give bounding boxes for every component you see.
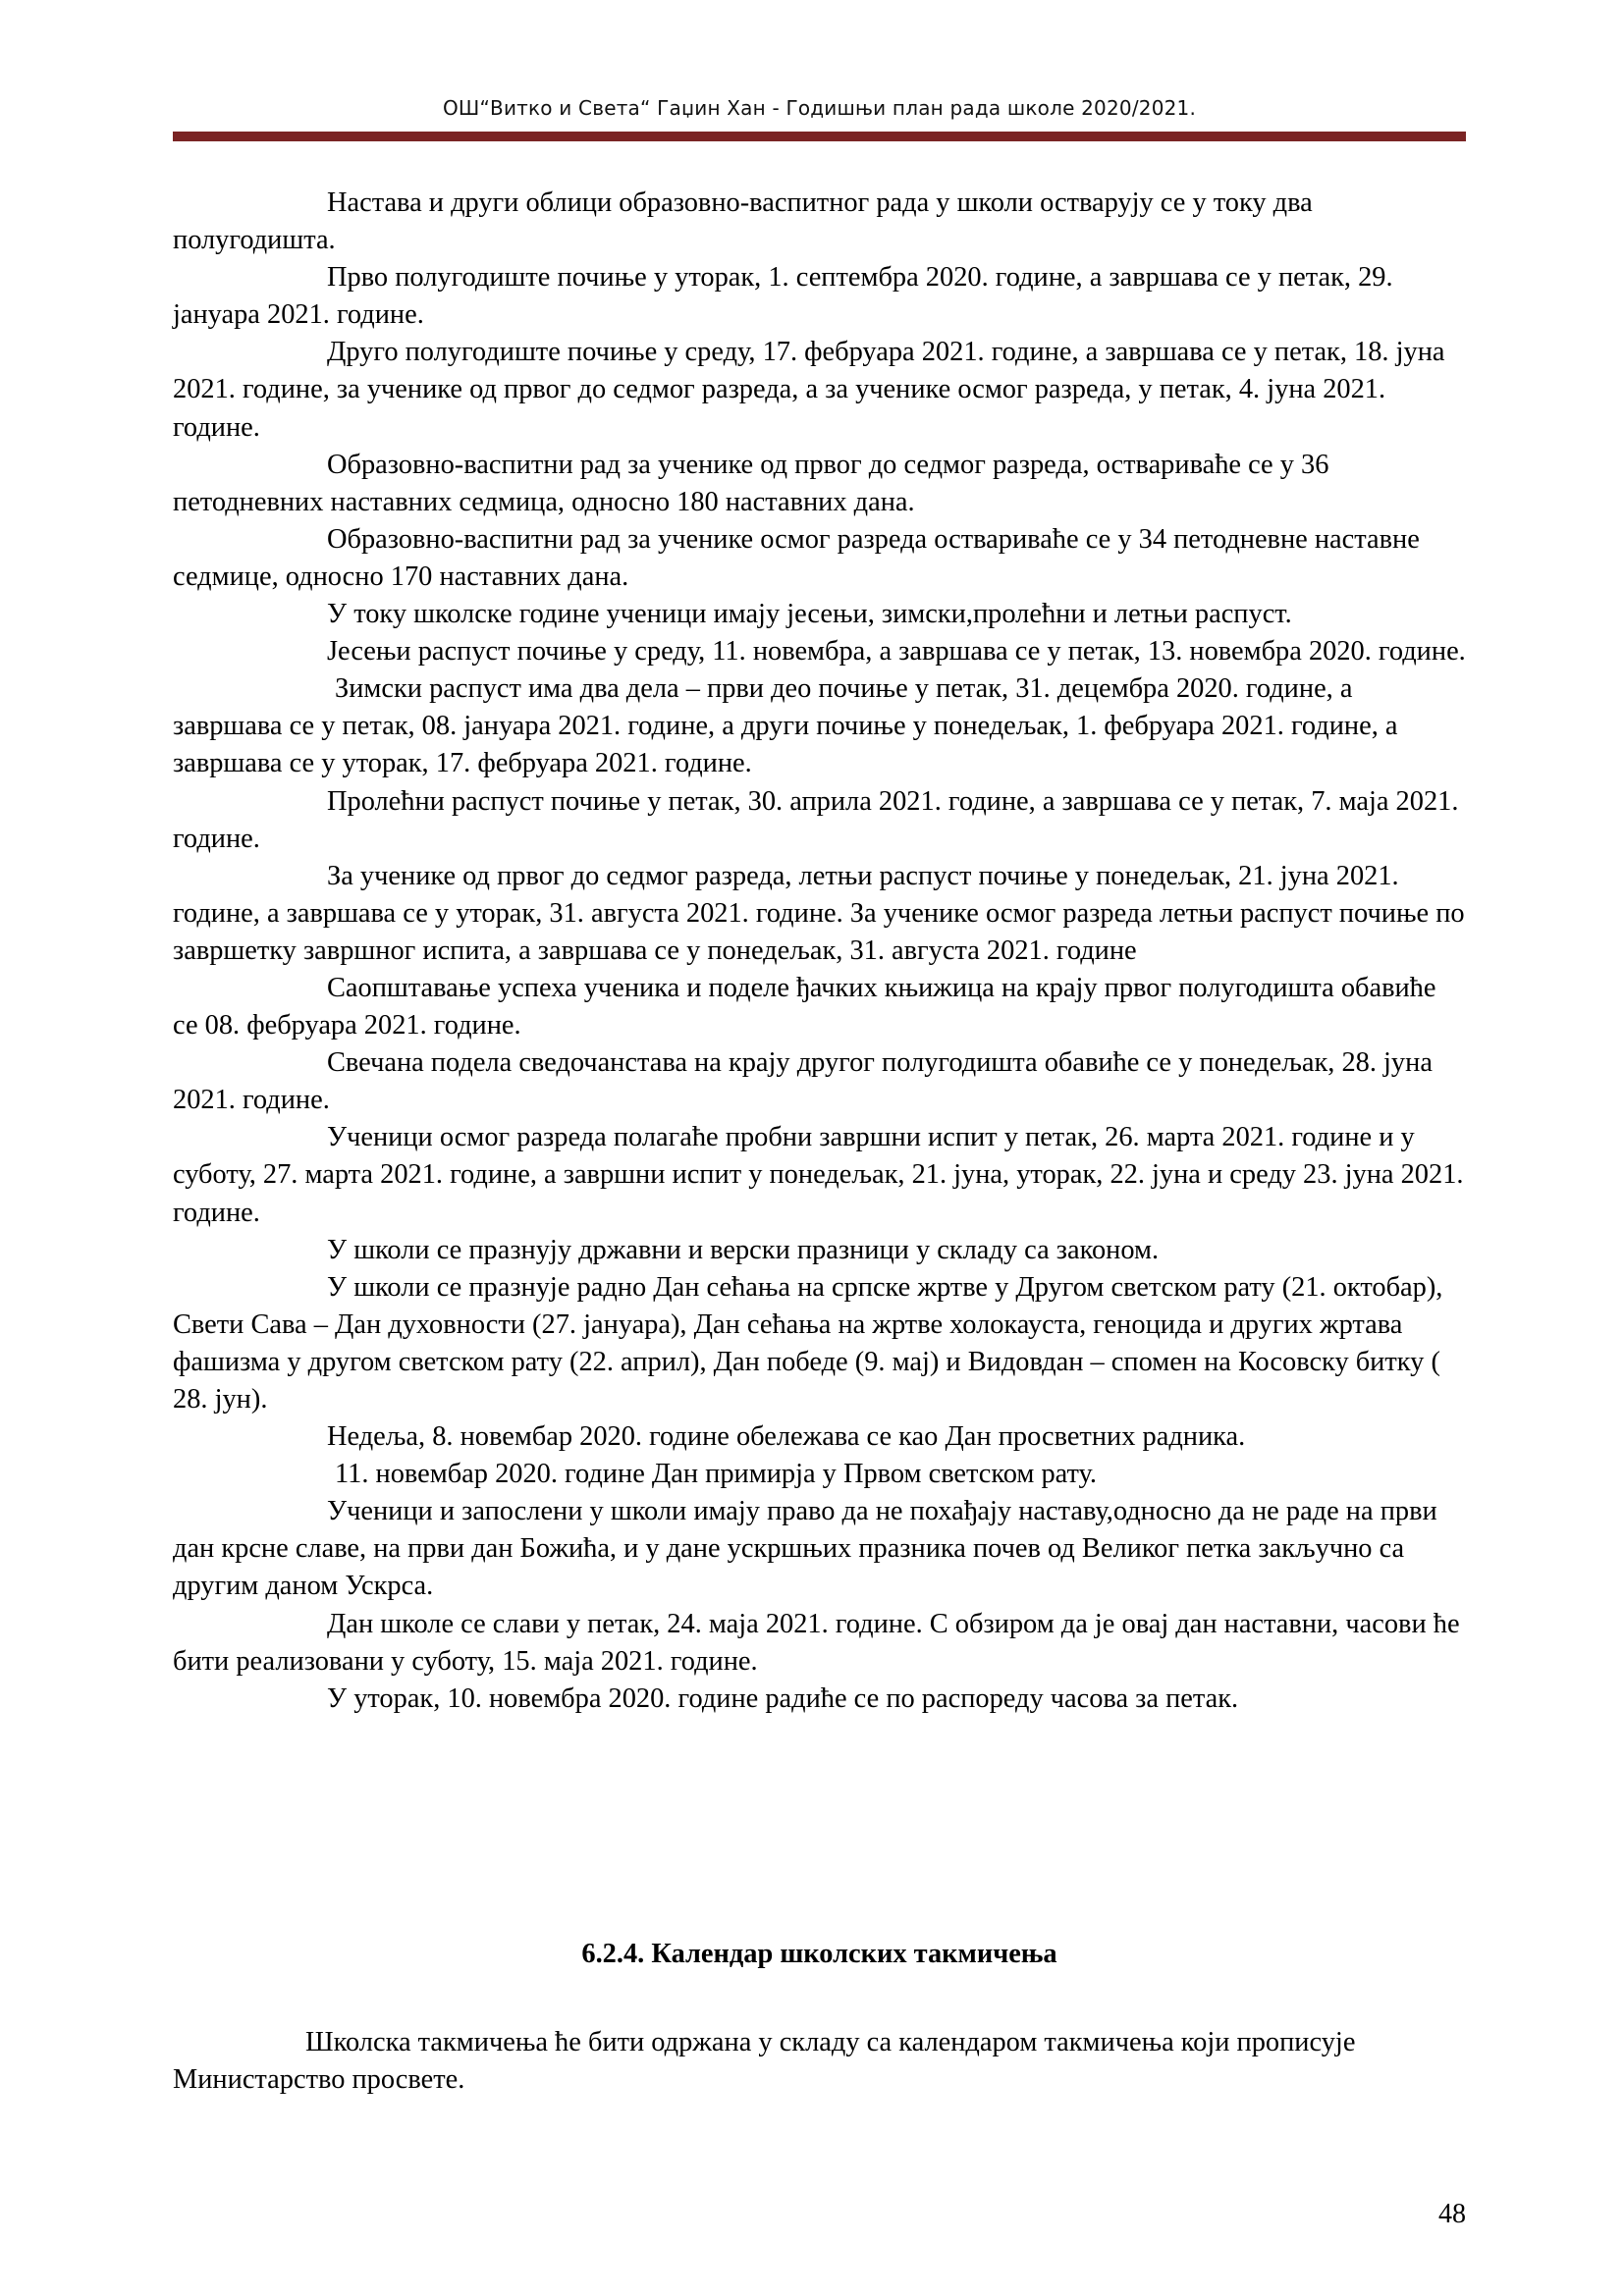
paragraph-2: Прво полугодиште почиње у уторак, 1. септембра 2020. године, а завршава се у петак, 29. јануара 2021. године. bbox=[173, 262, 1393, 331]
paragraph-10: За ученике од првог до седмог разреда, летњи распуст почиње у понедељак, 21. јуна 2021. године, а завршава се у уторак, 31. августа 2021. године. За ученике осмог разреда летњи распуст почиње по завршетку завршног испита, а завршава се у понедељак, 31. августа 2021. године bbox=[173, 860, 1465, 966]
paragraph-7: Јесењи распуст почиње у среду, 11. новембра, а завршава се у петак, 13. новембра 2020. године. bbox=[327, 636, 1466, 667]
paragraph-6: У току школске године ученици имају јесењи, зимски,пролећни и летњи распуст. bbox=[327, 599, 1292, 630]
paragraph-4: Образовно-васпитни рад за ученике од првог до седмог разреда, оствариваће се у 36 петодневних наставних седмица, односно 180 наставних дана. bbox=[173, 449, 1329, 517]
section-paragraph: Школска такмичења ће бити одржана у складу са календаром такмичења који прописује Министарство просвете. bbox=[173, 2027, 1356, 2096]
paragraph-8: Зимски распуст има два дела – први део почиње у петак, 31. децембра 2020. године, а завршава се у петак, 08. јануара 2021. године, а други почиње у понедељак, 1. фебруара 2021. године, а завршава се у уторак, 17. фебруара 2021. године. bbox=[173, 673, 1398, 779]
paragraph-15: У школи се празнује радно Дан сећања на српске жртве у Другом светском рату (21. октобар), Свети Сава – Дан духовности (27. јануара), Дан сећања на жртве холокауста, геноцида и других жртава фашизма у другом светском рату (22. април), Дан победе (9. мај) и Видовдан – спомен на Косовску битку ( 28. јун). bbox=[173, 1271, 1443, 1415]
paragraph-14: У школи се празнују државни и верски празници у складу са законом. bbox=[327, 1234, 1160, 1265]
running-header: ОШ“Витко и Света“ Гаџин Хан - Годишњи план рада школе 2020/2021. bbox=[442, 96, 1197, 120]
paragraph-9: Пролећни распуст почиње у петак, 30. априла 2021. године, а завршава се у петак, 7. маја 2021. године. bbox=[173, 785, 1459, 854]
paragraph-19: Дан школе се слави у петак, 24. маја 2021. године. С обзиром да је овај дан наставни, часови ће бити реализовани у суботу, 15. маја 2021. године. bbox=[173, 1608, 1460, 1677]
header-rule bbox=[173, 132, 1466, 141]
paragraph-13: Ученици осмог разреда полагаће пробни завршни испит у петак, 26. марта 2021. године и у суботу, 27. марта 2021. године, а завршни испит у понедељак, 21. јуна, уторак, 22. јуна и среду 23. јуна 2021. године. bbox=[173, 1122, 1464, 1228]
paragraph-11: Саопштавање успеха ученика и поделе ђачких књижица на крају првог полугодишта обавиће се 08. фебруара 2021. године. bbox=[173, 972, 1436, 1041]
paragraph-16: Недеља, 8. новембар 2020. године обележава се као Дан просветних радника. bbox=[327, 1421, 1246, 1453]
paragraph-18: Ученици и запослени у школи имају право да не похађају наставу,односно да не раде на први дан крсне славе, на први дан Божића, и у дане ускршњих празника почев од Великог петка закључно са другим даном Ускрса. bbox=[173, 1496, 1437, 1602]
paragraph-12: Свечана подела сведочанстава на крају другог полугодишта обавиће се у понедељак, 28. јуна 2021. године. bbox=[173, 1047, 1433, 1116]
page-number: 48 bbox=[1438, 2199, 1466, 2229]
section-heading: 6.2.4. Календар школских такмичења bbox=[581, 1939, 1057, 1969]
paragraph-5: Образовно-васпитни рад за ученике осмог разреда оствариваће се у 34 петодневне наставне седмице, односно 170 наставних дана. bbox=[173, 523, 1420, 592]
paragraph-17: 11. новембар 2020. године Дан примирја у Првом светском рату. bbox=[335, 1459, 1097, 1490]
section-body bbox=[173, 2024, 1466, 2099]
paragraph-3: Друго полугодиште почиње у среду, 17. фебруара 2021. године, а завршава се у петак, 18. јуна 2021. године, за ученике од првог до седмог разреда, а за ученике осмог разреда, у петак, 4. јуна 2021. године. bbox=[173, 337, 1445, 443]
body-text bbox=[173, 185, 1466, 1718]
paragraph-1: Настава и други облици образовно-васпитног рада у школи остварују се у току два полугодишта. bbox=[173, 187, 1313, 256]
paragraph-20: У уторак, 10. новембра 2020. године радиће се по распореду часова за петак. bbox=[327, 1682, 1239, 1714]
